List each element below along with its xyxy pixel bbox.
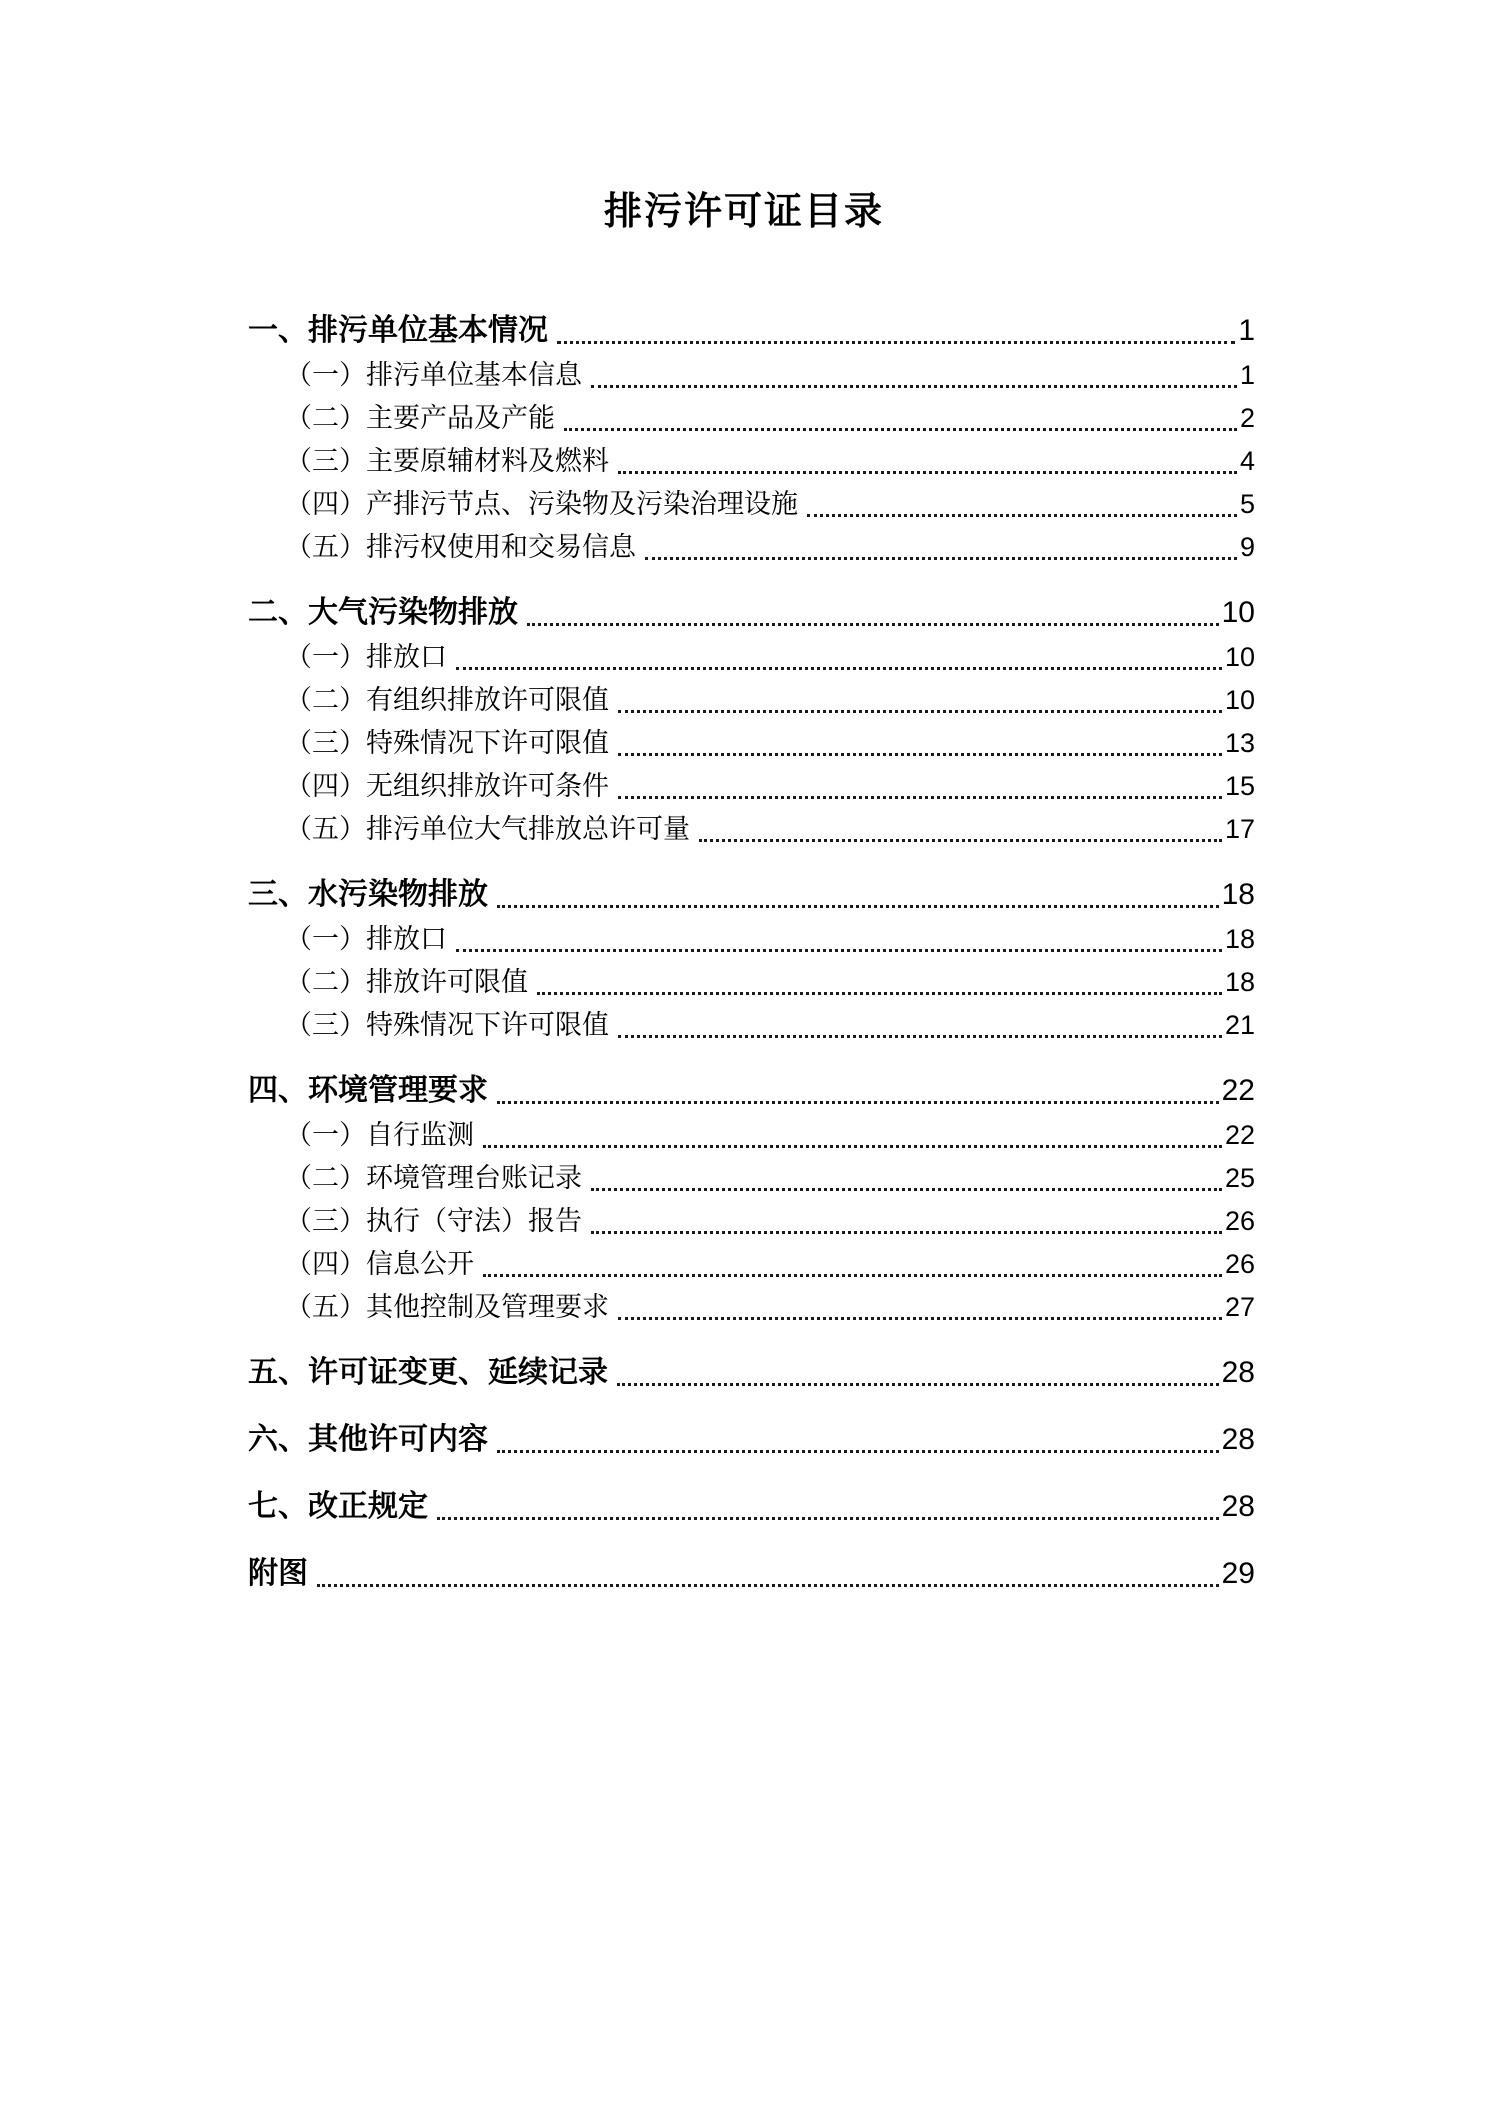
toc-entry-page: 13 (1224, 728, 1255, 758)
toc-leader-dots (527, 623, 1219, 626)
toc-entry-label: （四）信息公开 (285, 1249, 474, 1279)
toc-leader-dots (645, 557, 1237, 560)
toc-entry (248, 590, 1255, 636)
toc-entry-page: 10 (1221, 596, 1255, 629)
toc-entry-page: 28 (1221, 1490, 1255, 1523)
toc-entry-label: 一、排污单位基本情况 (248, 314, 548, 347)
toc-leader-dots (564, 428, 1237, 431)
toc-entry-label: 五、许可证变更、延续记录 (248, 1356, 608, 1389)
toc-entry-label: （一）排放口 (285, 924, 447, 954)
toc-leader-dots (483, 1274, 1222, 1277)
toc-entry-page: 18 (1221, 878, 1255, 911)
toc-leader-dots (618, 471, 1237, 474)
toc-entry-label: （二）环境管理台账记录 (285, 1163, 582, 1193)
toc-entry (248, 440, 1255, 483)
toc-leader-dots (591, 385, 1237, 388)
toc-entry-label: 六、其他许可内容 (248, 1423, 488, 1456)
toc-leader-dots (591, 1231, 1222, 1234)
toc-entry-label: （三）执行（守法）报告 (285, 1206, 582, 1236)
toc-entry (248, 1417, 1255, 1463)
toc-leader-dots (618, 1317, 1222, 1320)
toc-entry (248, 1484, 1255, 1530)
toc-entry (248, 722, 1255, 765)
toc-entry-page: 10 (1224, 685, 1255, 715)
toc-leader-dots (617, 1383, 1219, 1386)
toc-entry-label: 三、水污染物排放 (248, 878, 488, 911)
toc-entry (248, 918, 1255, 961)
toc-entry (248, 636, 1255, 679)
toc-entry-label: （五）排污单位大气排放总许可量 (285, 814, 690, 844)
toc-entry (248, 526, 1255, 569)
toc-leader-dots (537, 992, 1222, 995)
toc-leader-dots (497, 1101, 1219, 1104)
toc-entry-label: 七、改正规定 (248, 1490, 428, 1523)
toc-leader-dots (456, 949, 1222, 952)
toc-entry (248, 483, 1255, 526)
toc-entry-page: 18 (1224, 924, 1255, 954)
toc-entry-label: （二）有组织排放许可限值 (285, 685, 609, 715)
toc-entry-label: 附图 (248, 1557, 308, 1590)
toc-entry-page: 26 (1224, 1249, 1255, 1279)
toc-entry (248, 1286, 1255, 1329)
toc-entry (248, 1157, 1255, 1200)
toc-entry (248, 354, 1255, 397)
toc-entry (248, 961, 1255, 1004)
toc-leader-dots (456, 667, 1222, 670)
toc-entry-label: （三）特殊情况下许可限值 (285, 728, 609, 758)
toc-entry-label: （一）排污单位基本信息 (285, 360, 582, 390)
toc-entry-page: 18 (1224, 967, 1255, 997)
toc-entry (248, 1068, 1255, 1114)
toc-leader-dots (618, 710, 1222, 713)
toc-entry (248, 765, 1255, 808)
toc-leader-dots (618, 796, 1222, 799)
toc-entry-page: 28 (1221, 1356, 1255, 1389)
toc-leader-dots (618, 1035, 1222, 1038)
toc-entry (248, 397, 1255, 440)
toc-entry-label: （三）特殊情况下许可限值 (285, 1010, 609, 1040)
toc-entry (248, 1243, 1255, 1286)
toc-entry-label: （五）其他控制及管理要求 (285, 1292, 609, 1322)
toc-entry-page: 17 (1224, 814, 1255, 844)
toc-leader-dots (497, 905, 1219, 908)
toc-leader-dots (557, 341, 1235, 344)
toc-entry-page: 21 (1224, 1010, 1255, 1040)
toc-entry-label: （二）排放许可限值 (285, 967, 528, 997)
toc-entry-label: 四、环境管理要求 (248, 1074, 488, 1107)
toc-entry (248, 808, 1255, 851)
toc-entry-page: 25 (1224, 1163, 1255, 1193)
toc-entry-page: 9 (1239, 532, 1255, 562)
toc-entry-label: （一）自行监测 (285, 1120, 474, 1150)
toc-leader-dots (807, 514, 1237, 517)
toc-entry (248, 872, 1255, 918)
toc-entry-page: 29 (1221, 1557, 1255, 1590)
toc-entry-page: 15 (1224, 771, 1255, 801)
toc-entry-label: （一）排放口 (285, 642, 447, 672)
toc-entry-page: 28 (1221, 1423, 1255, 1456)
toc-entry-page: 22 (1224, 1120, 1255, 1150)
toc-entry-page: 1 (1239, 360, 1255, 390)
toc-list (248, 308, 1255, 1597)
toc-entry (248, 1004, 1255, 1047)
toc-leader-dots (591, 1188, 1222, 1191)
toc-leader-dots (618, 753, 1222, 756)
toc-leader-dots (483, 1145, 1222, 1148)
toc-entry (248, 1551, 1255, 1597)
toc-entry (248, 679, 1255, 722)
toc-leader-dots (497, 1450, 1219, 1453)
toc-entry (248, 1350, 1255, 1396)
toc-entry (248, 308, 1255, 354)
toc-entry-page: 5 (1239, 489, 1255, 519)
toc-entry-page: 4 (1239, 446, 1255, 476)
toc-entry-page: 22 (1221, 1074, 1255, 1107)
toc-entry-label: （二）主要产品及产能 (285, 403, 555, 433)
toc-entry-page: 26 (1224, 1206, 1255, 1236)
toc-leader-dots (699, 839, 1222, 842)
toc-entry-page: 10 (1224, 642, 1255, 672)
toc-entry-page: 1 (1238, 314, 1255, 347)
toc-leader-dots (317, 1584, 1219, 1587)
toc-leader-dots (437, 1517, 1219, 1520)
toc-entry-label: （三）主要原辅材料及燃料 (285, 446, 609, 476)
toc-entry-page: 27 (1224, 1292, 1255, 1322)
toc-entry-label: 二、大气污染物排放 (248, 596, 518, 629)
toc-entry (248, 1114, 1255, 1157)
page-title: 排污许可证目录 (603, 191, 884, 233)
toc-entry-label: （四）产排污节点、污染物及污染治理设施 (285, 489, 798, 519)
toc-entry (248, 1200, 1255, 1243)
toc-entry-label: （四）无组织排放许可条件 (285, 771, 609, 801)
toc-entry-label: （五）排污权使用和交易信息 (285, 532, 636, 562)
toc-entry-page: 2 (1239, 403, 1255, 433)
